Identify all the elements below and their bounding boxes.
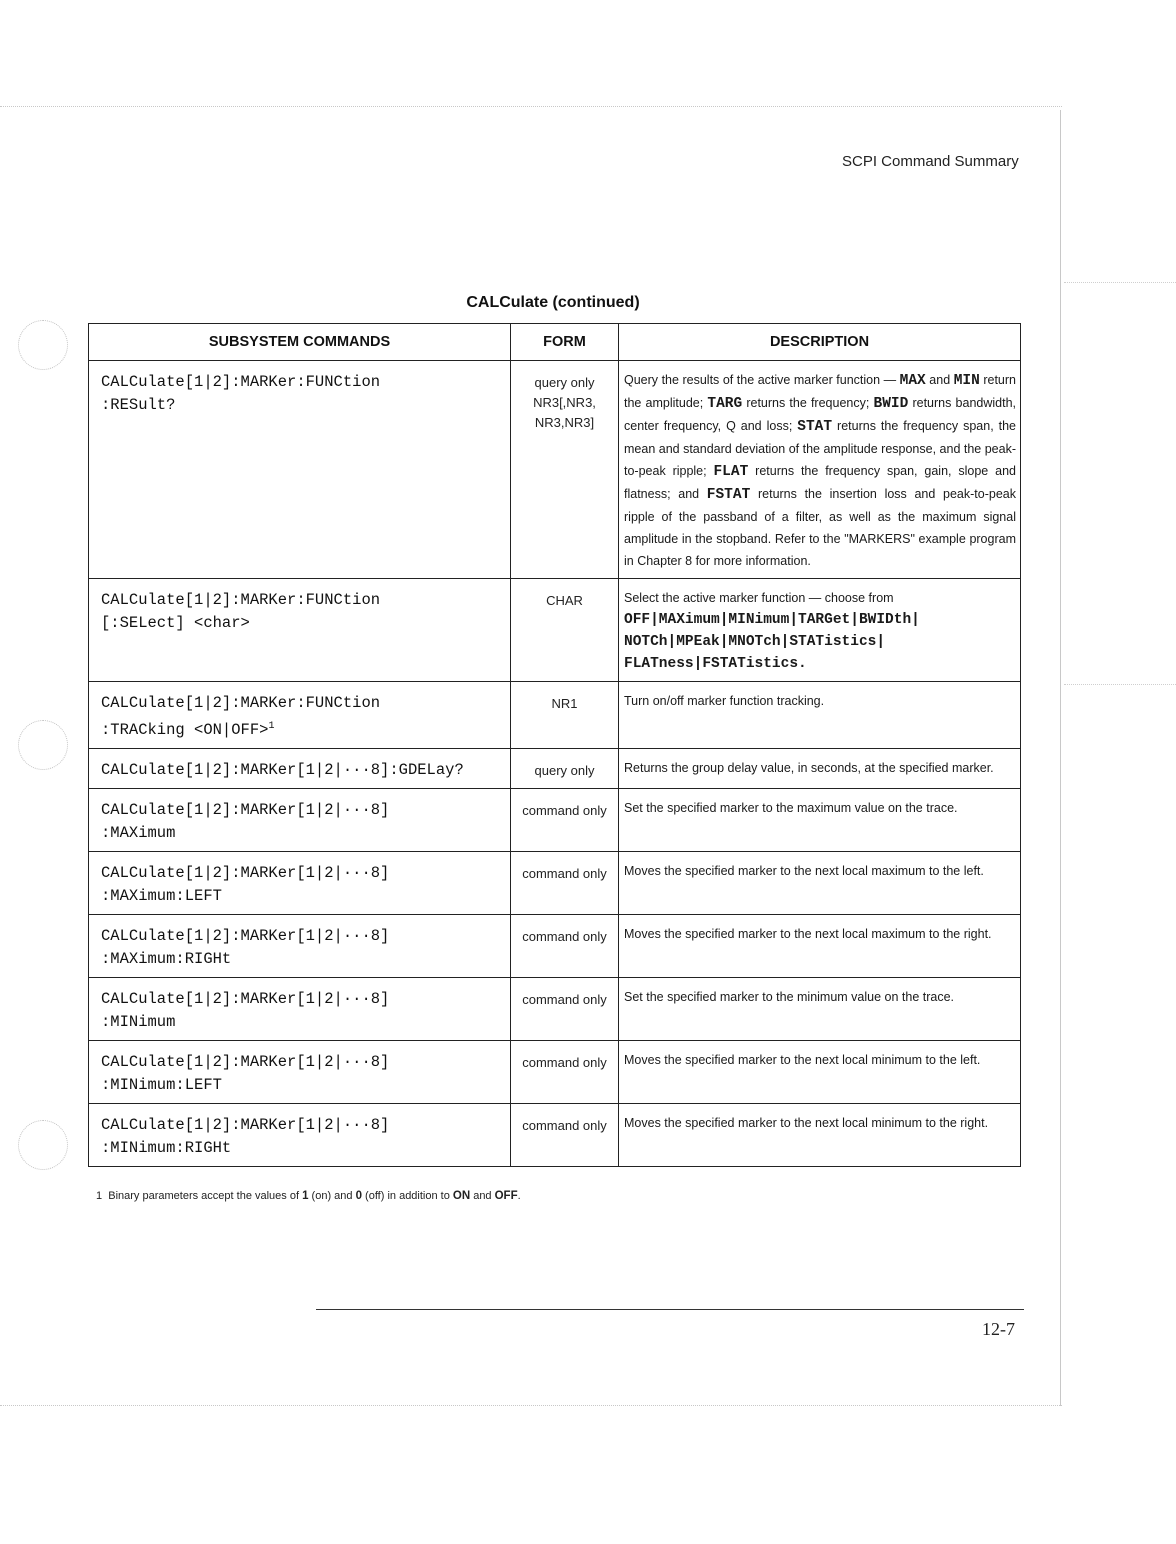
form-cell: NR1 (511, 682, 619, 749)
command-text: CALCulate[1|2]:MARKer[1|2|···8]:GDELay? (101, 761, 464, 780)
footnote-ref: 1 (268, 721, 275, 732)
keyword: MIN (953, 373, 980, 389)
description-cell: Set the specified marker to the minimum value on the trace. (619, 978, 1021, 1041)
table-row (89, 682, 1021, 749)
footnote-value-off: OFF (494, 1190, 518, 1202)
form-cell (511, 361, 619, 579)
command-cell (89, 852, 511, 915)
description-text: return the amplitude; (624, 373, 1016, 410)
binder-hole (18, 1120, 68, 1170)
description-cell: Set the specified marker to the maximum value on the trace. (619, 789, 1021, 852)
table-row (89, 852, 1021, 915)
command-text: CALCulate[1|2]:MARKer:FUNCtion (101, 694, 381, 712)
footnote-text: and (470, 1190, 495, 1202)
description-cell: Returns the group delay value, in seconds, at the specified marker. (619, 749, 1021, 789)
form-text: NR3[,NR3, (533, 395, 596, 410)
command-table (88, 323, 1021, 1167)
command-text: CALCulate[1|2]:MARKer[1|2|···8] (101, 927, 390, 946)
keyword-list: OFF|MAXimum|MINimum|TARGet|BWIDth| (624, 612, 920, 628)
command-cell (89, 361, 511, 579)
description-text: returns bandwidth, center frequency, Q and loss; (624, 396, 1017, 433)
table-row (89, 579, 1021, 682)
form-cell: command only (511, 978, 619, 1041)
footnote-text: (on) and (308, 1190, 356, 1202)
footnote (96, 1190, 521, 1202)
table-row (89, 361, 1021, 579)
command-text: CALCulate[1|2]:MARKer[1|2|···8] (101, 1053, 390, 1072)
scan-edge-bottom (0, 1405, 1062, 1406)
footnote-value-on: ON (452, 1190, 471, 1202)
command-text: :MINimum:RIGHt (101, 1139, 232, 1158)
keyword: MAX (899, 373, 926, 389)
command-text: :MAXimum (101, 824, 176, 843)
description-text: Query the results of the active marker function — (624, 373, 900, 387)
command-text: CALCulate[1|2]:MARKer[1|2|···8] (101, 1116, 390, 1135)
command-text: CALCulate[1|2]:MARKer[1|2|···8] (101, 801, 390, 820)
description-cell (619, 579, 1021, 682)
description-text: returns the frequency span, gain, slope and flatness; and (624, 464, 1016, 501)
table-row (89, 749, 1021, 789)
command-cell (89, 915, 511, 978)
section-title: CALCulate (continued) (466, 294, 640, 311)
description-text: returns the frequency span, the mean and standard deviation of the amplitude response, and the peak-to-peak ripple; (624, 419, 1017, 478)
description-text: Select the active marker function — choose from (624, 591, 894, 605)
command-cell (89, 1041, 511, 1104)
footnote-text: . (517, 1190, 521, 1202)
command-text: :MAXimum:RIGHt (101, 950, 232, 969)
side-tab-line (1064, 282, 1176, 283)
command-text: CALCulate[1|2]:MARKer:FUNCtion (101, 591, 381, 609)
command-cell (89, 749, 511, 789)
command-cell (89, 579, 511, 682)
form-text: query only (534, 375, 595, 390)
binder-hole (18, 320, 68, 370)
command-cell (89, 1104, 511, 1167)
command-text: :MINimum:LEFT (101, 1076, 222, 1095)
keyword-list: NOTCh|MPEak|MNOTch|STATistics| (624, 634, 886, 650)
footnote-text: (off) in addition to (361, 1190, 453, 1202)
table-row (89, 915, 1021, 978)
header-description: DESCRIPTION (619, 324, 1021, 361)
command-text: CALCulate[1|2]:MARKer:FUNCtion (101, 373, 381, 391)
description-cell: Moves the specified marker to the next local maximum to the right. (619, 915, 1021, 978)
form-cell: command only (511, 915, 619, 978)
command-cell (89, 978, 511, 1041)
footnote-number: 1 (96, 1190, 103, 1202)
form-cell: CHAR (511, 579, 619, 682)
table-row (89, 1041, 1021, 1104)
form-cell: command only (511, 1041, 619, 1104)
description-text: returns the insertion loss and peak-to-peak ripple of the passband of a filter, as well as the maximum signal amplitude in the stopband. Refer to the "MARKERS" example program in Chapter 8 for more information. (624, 487, 1016, 568)
command-text: :RESult? (101, 396, 176, 414)
table-row (89, 789, 1021, 852)
command-text: :MAXimum:LEFT (101, 887, 222, 906)
footnote-value-one: 1 (302, 1190, 309, 1202)
command-text: CALCulate[1|2]:MARKer[1|2|···8] (101, 864, 390, 883)
command-cell (89, 789, 511, 852)
scan-edge-top (0, 106, 1062, 107)
command-text: [:SELect] <char> (101, 614, 250, 632)
form-text: NR3,NR3] (534, 415, 595, 430)
command-text: :MINimum (101, 1013, 176, 1032)
footnote-text: Binary parameters accept the values of (108, 1190, 303, 1202)
page-number: 12-7 (982, 1319, 1015, 1339)
running-header: SCPI Command Summary (842, 153, 1019, 170)
keyword: STAT (797, 419, 833, 435)
binder-hole (18, 720, 68, 770)
description-cell: Turn on/off marker function tracking. (619, 682, 1021, 749)
description-cell: Moves the specified marker to the next local minimum to the right. (619, 1104, 1021, 1167)
description-text: and (925, 373, 954, 387)
keyword: TARG (707, 396, 743, 412)
command-text: CALCulate[1|2]:MARKer[1|2|···8] (101, 990, 390, 1009)
form-cell: command only (511, 1104, 619, 1167)
command-cell (89, 682, 511, 749)
keyword: FLAT (713, 464, 749, 480)
header-subsystem-commands: SUBSYSTEM COMMANDS (89, 324, 511, 361)
table-row (89, 1104, 1021, 1167)
side-tab-line (1064, 684, 1176, 685)
form-cell: command only (511, 852, 619, 915)
description-cell: Moves the specified marker to the next local maximum to the left. (619, 852, 1021, 915)
command-text: :TRACking <ON|OFF> (101, 721, 269, 740)
description-cell: Moves the specified marker to the next local minimum to the left. (619, 1041, 1021, 1104)
table-header-row (89, 324, 1021, 361)
form-cell: query only (511, 749, 619, 789)
keyword: BWID (873, 396, 909, 412)
description-text: returns the frequency; (742, 396, 874, 410)
footnote-value-zero: 0 (355, 1190, 362, 1202)
description-cell (619, 361, 1021, 579)
header-form: FORM (511, 324, 619, 361)
keyword: FSTAT (706, 487, 751, 503)
keyword-list: FLATness|FSTATistics. (624, 656, 807, 672)
table-row (89, 978, 1021, 1041)
form-cell: command only (511, 789, 619, 852)
footer-rule (316, 1309, 1024, 1310)
